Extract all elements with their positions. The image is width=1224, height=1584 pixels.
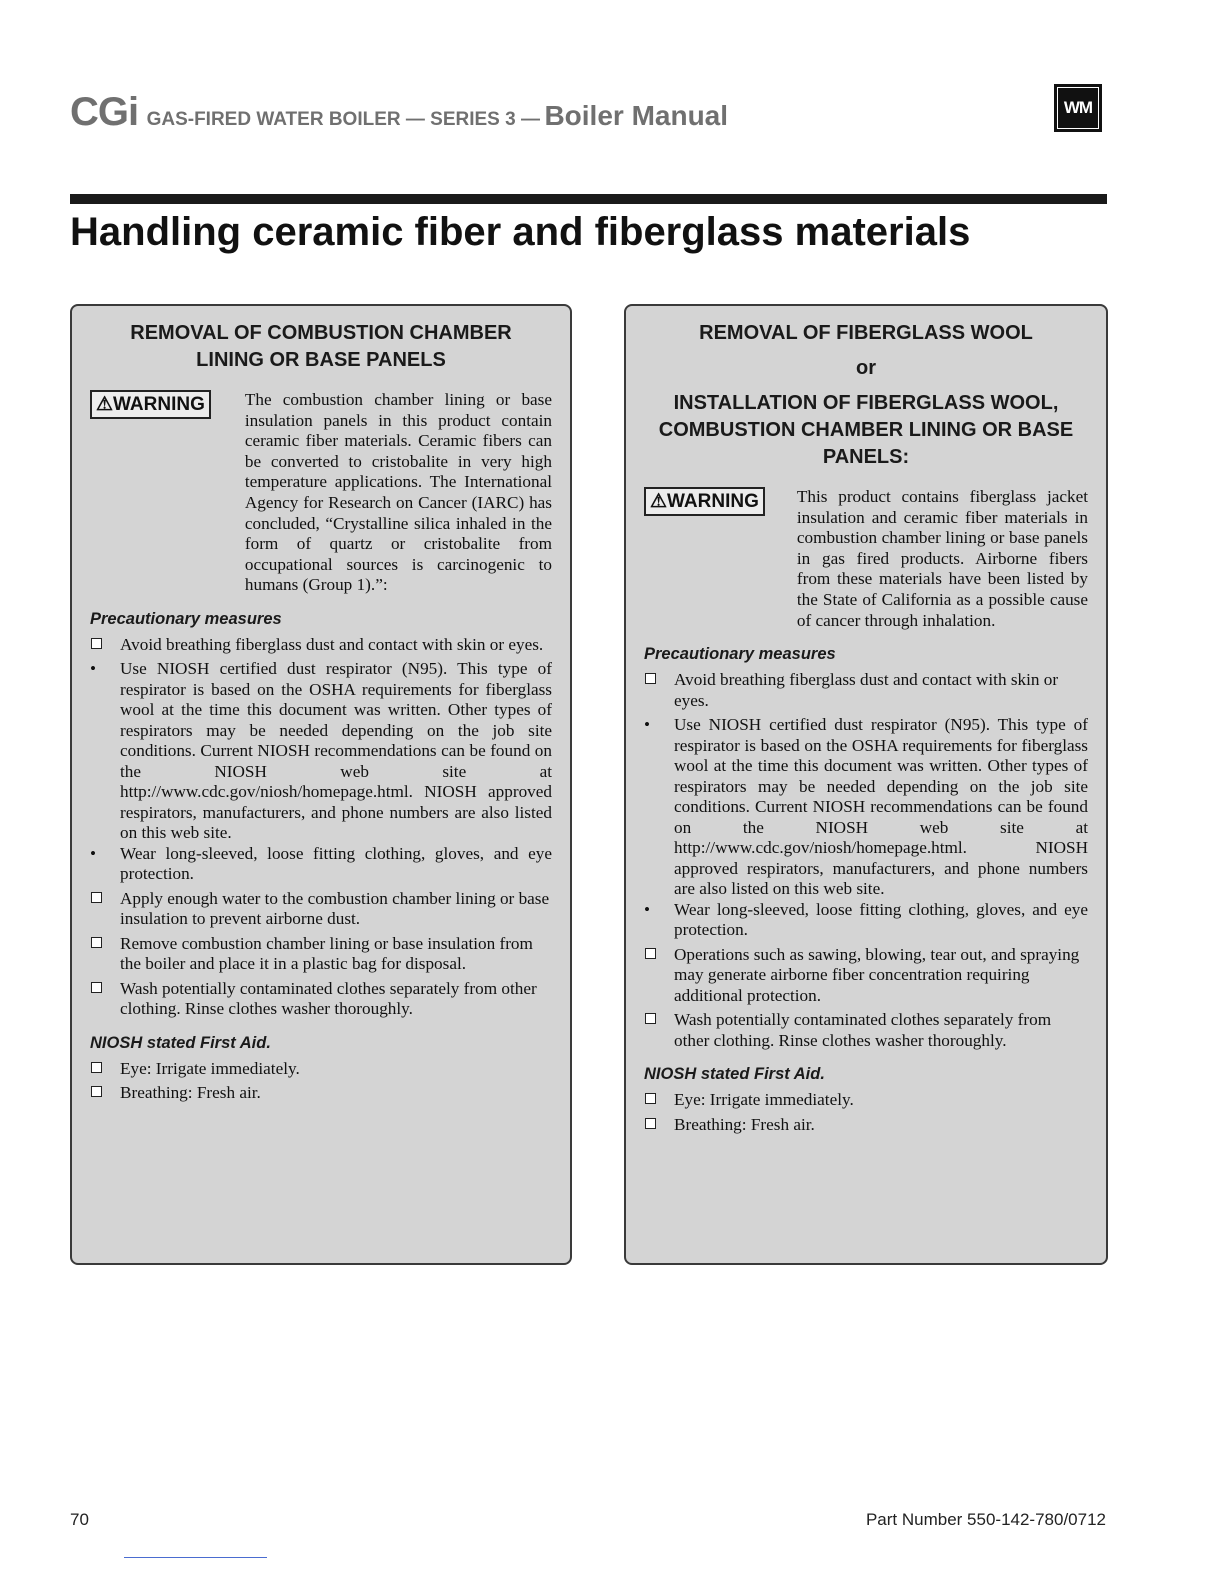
first-aid-heading: NIOSH stated First Aid. — [644, 1065, 825, 1084]
page-header — [70, 84, 1110, 136]
list-item — [90, 1083, 552, 1104]
item-text: Avoid breathing fiberglass dust and contact with skin or eyes. — [120, 634, 544, 654]
divider-line — [124, 1557, 267, 1558]
item-text: Eye: Irrigate immediately. — [120, 1058, 300, 1078]
checkbox-icon — [645, 1118, 656, 1129]
list-item — [90, 979, 552, 1020]
brand-subtitle: GAS-FIRED WATER BOILER — SERIES 3 — — [146, 109, 540, 130]
logo-text: WM — [1058, 88, 1098, 128]
precaution-heading: Precautionary measures — [90, 609, 282, 628]
item-text: Remove combustion chamber lining or base insulation from the boiler and place it in a plastic bag for disposal. — [120, 933, 533, 974]
brand-cgi: CGi — [70, 90, 139, 134]
page-number: 70 — [70, 1510, 89, 1529]
checkbox-icon — [91, 937, 102, 948]
panel-title-or: or — [856, 357, 876, 379]
part-number: Part Number 550-142-780/0712 — [865, 1510, 1106, 1529]
bullet-item — [90, 659, 552, 844]
list-item — [644, 945, 1088, 1007]
checkbox-icon — [91, 892, 102, 903]
list-item — [644, 1010, 1088, 1051]
warning-text: This product contains fiberglass jacket insulation and ceramic fiber materials in combustion chamber lining or base panels in gas fired products. Airborne fibers from these materials have been listed by the State of California as a possible cause of cancer through inhalation. — [796, 487, 1088, 630]
wm-logo — [1054, 84, 1102, 132]
panel-ceramic-fiber-removal — [70, 304, 572, 1265]
item-text: Apply enough water to the combustion chamber lining or base insulation to prevent airborne dust. — [120, 888, 550, 929]
list-item — [644, 670, 1088, 711]
list-item — [644, 1090, 1088, 1111]
panel-subtitle: INSTALLATION OF FIBERGLASS WOOL, COMBUSTION CHAMBER LINING OR BASE PANELS: — [658, 392, 1074, 468]
warning-badge: ⚠WARNING — [90, 390, 211, 419]
precaution-heading: Precautionary measures — [644, 645, 836, 664]
item-text: Avoid breathing fiberglass dust and contact with skin or eyes. — [674, 670, 1059, 710]
item-text: Breathing: Fresh air. — [674, 1114, 815, 1134]
bullet-item — [90, 844, 552, 885]
brand-manual: Boiler Manual — [544, 100, 729, 131]
header-rule — [70, 194, 1107, 204]
bullet-item — [644, 900, 1088, 941]
list-item — [90, 889, 552, 930]
bullet-item — [644, 715, 1088, 900]
panel-title: REMOVAL OF COMBUSTION CHAMBER LINING OR BASE PANELS — [130, 322, 512, 371]
checkbox-icon — [645, 1013, 656, 1024]
item-text: Eye: Irrigate immediately. — [674, 1090, 854, 1110]
checkbox-icon — [645, 1093, 656, 1104]
item-text: Wash potentially contaminated clothes separately from other clothing. Rinse clothes washer thoroughly. — [674, 1010, 1052, 1050]
bullet-icon: • — [644, 899, 651, 919]
bullet-text: Wear long-sleeved, loose fitting clothing, gloves, and eye protection. — [120, 843, 552, 884]
list-item — [90, 1059, 552, 1080]
warning-text: The combustion chamber lining or base insulation panels in this product contain ceramic fiber materials. Ceramic fibers can be converted to cristobalite in very high temperature applications. The International Agency for Research on Cancer (IARC) has concluded, “Crystalline silica inhaled in the form of quartz or cristobalite from occupational sources is carcinogenic to humans (Group 1).”: — [244, 390, 552, 595]
bullet-icon: • — [644, 715, 651, 735]
item-text: Breathing: Fresh air. — [120, 1083, 261, 1103]
warning-badge: ⚠WARNING — [644, 487, 765, 516]
checkbox-icon — [91, 1062, 102, 1073]
panel-fiberglass-wool — [624, 304, 1108, 1265]
list-item — [644, 1115, 1088, 1136]
checkbox-icon — [91, 982, 102, 993]
checkbox-icon — [91, 1086, 102, 1097]
bullet-icon: • — [90, 843, 97, 863]
warning-block — [644, 487, 1088, 631]
bullet-icon: • — [90, 659, 97, 679]
warning-block — [90, 390, 552, 596]
panel-title: REMOVAL OF FIBERGLASS WOOL — [699, 322, 1033, 344]
first-aid-heading: NIOSH stated First Aid. — [90, 1033, 271, 1052]
bullet-text: Wear long-sleeved, loose fitting clothing, gloves, and eye protection. — [674, 899, 1088, 940]
item-text: Wash potentially contaminated clothes separately from other clothing. Rinse clothes washer thoroughly. — [120, 978, 537, 1019]
item-text: Operations such as sawing, blowing, tear out, and spraying may generate airborne fiber concentration requiring additional protection. — [674, 944, 1080, 1005]
checkbox-icon — [91, 638, 102, 649]
page-title: Handling ceramic fiber and fiberglass materials — [70, 210, 971, 254]
list-item — [90, 934, 552, 975]
checkbox-icon — [645, 948, 656, 959]
bullet-text: Use NIOSH certified dust respirator (N95). This type of respirator is based on the OSHA requirements for fiberglass wool at the time this document was written. Other types of respirators may be needed depending on the job site conditions. Current NIOSH recommendations can be found on the NIOSH web site at http://www.cdc.gov/niosh/homepage.html. NIOSH approved respirators, manufacturers, and phone numbers are also listed on this web site. — [120, 659, 552, 843]
checkbox-icon — [645, 673, 656, 684]
brand-title — [70, 90, 728, 135]
list-item — [90, 635, 552, 656]
bullet-text: Use NIOSH certified dust respirator (N95). This type of respirator is based on the OSHA requirements for fiberglass wool at the time this document was written. Other types of respirators may be needed depending on the job site conditions. Current NIOSH recommendations can be found on the NIOSH web site at http://www.cdc.gov/niosh/homepage.html. NIOSH approved respirators, manufacturers, and phone numbers are also listed on this web site. — [674, 715, 1088, 899]
